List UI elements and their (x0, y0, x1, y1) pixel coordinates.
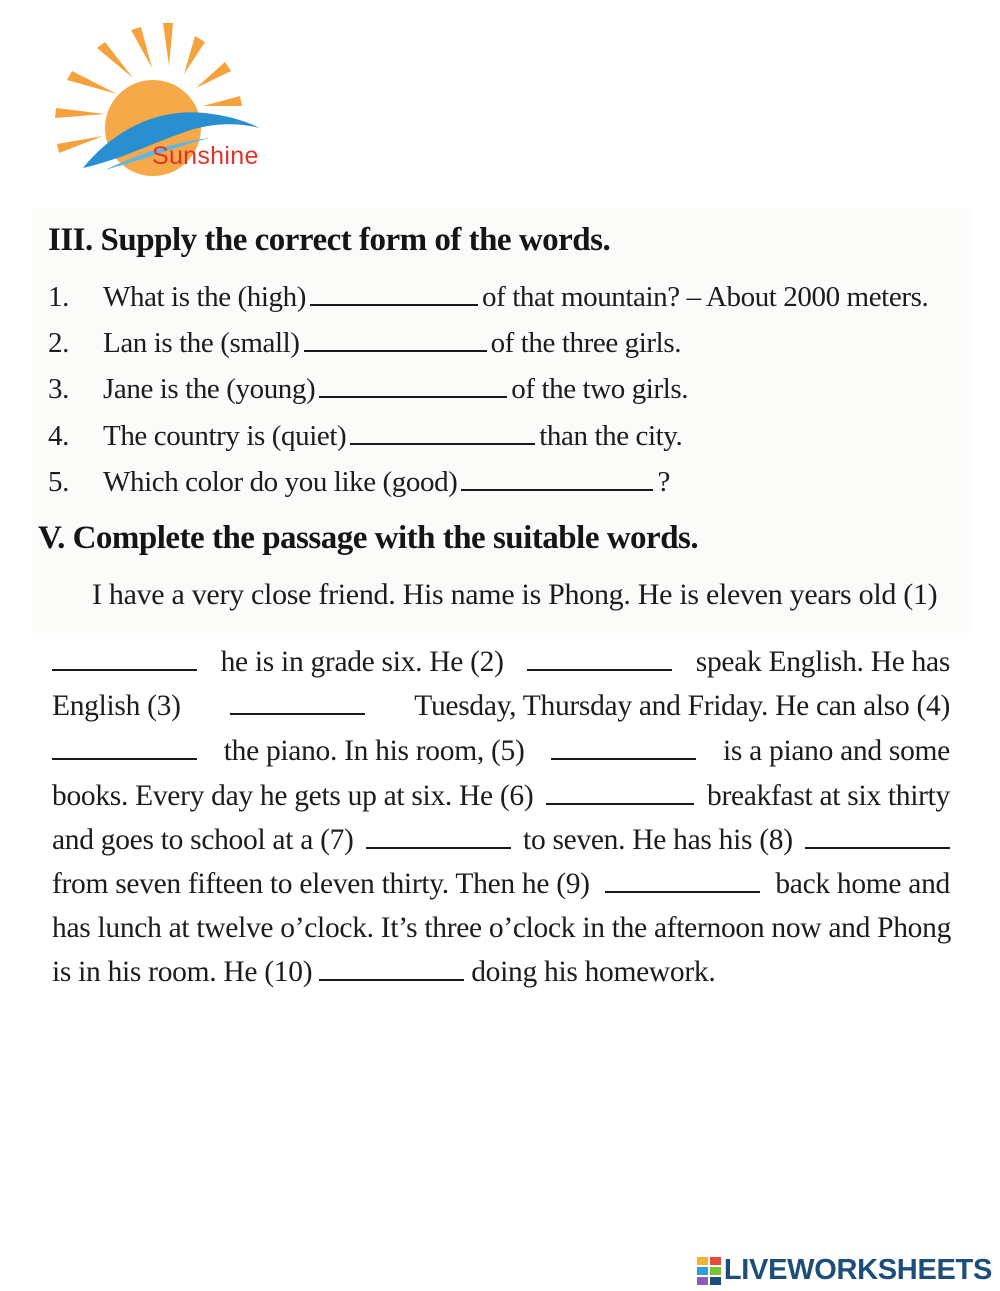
passage-line-2 (52, 646, 950, 679)
liveworksheets-brand (697, 1254, 992, 1287)
item-number: 5. (48, 466, 69, 498)
passage-line-7 (52, 868, 950, 901)
item-number: 4. (48, 420, 69, 452)
passage-text: is a piano and some (722, 735, 950, 767)
passage-text: to seven. He has his (8) (523, 824, 793, 856)
passage-text: back home and (775, 868, 950, 900)
passage-line-4 (52, 735, 950, 768)
brand-text: LIVEWORKSHEETS (723, 1254, 992, 1286)
item-prompt: The country is (quiet) (103, 420, 347, 452)
exercise-item-5 (48, 466, 670, 499)
passage-line-1: I have a very close friend. His name is Phong. He is eleven years old (1) (92, 578, 938, 611)
item-continuation: of the two girls. (511, 373, 689, 405)
item-continuation: ? (657, 466, 670, 498)
item-continuation: of the three girls. (490, 327, 682, 359)
passage-text: has lunch at twelve o’clock. It’s three o’clock in the afternoon now and Phong (52, 912, 952, 944)
passage-line-8 (52, 912, 950, 945)
answer-blank-7[interactable] (366, 827, 511, 849)
passage-text: the piano. In his room, (5) (223, 735, 525, 767)
passage-text: he is in grade six. He (2) (220, 646, 504, 678)
answer-blank[interactable] (310, 282, 478, 306)
passage-text: Tuesday, Thursday and Friday. He can also (4) (414, 690, 950, 722)
passage-text: speak English. He has (695, 646, 950, 678)
answer-blank-6[interactable] (546, 783, 694, 805)
answer-blank-4[interactable] (52, 738, 197, 760)
item-prompt: What is the (high) (103, 281, 306, 313)
section-5-heading: V. Complete the passage with the suitable words. (38, 520, 699, 556)
passage-text: English (3) (52, 690, 181, 722)
answer-blank-8[interactable] (805, 827, 950, 849)
item-number: 3. (48, 373, 69, 405)
item-continuation: than the city. (539, 420, 683, 452)
item-prompt: Lan is the (small) (103, 327, 300, 359)
passage-line-6 (52, 824, 950, 857)
exercise-item-1 (48, 281, 928, 314)
liveworksheets-icon (697, 1257, 721, 1285)
answer-blank-1[interactable] (52, 649, 197, 671)
passage-text: books. Every day he gets up at six. He (6) (52, 780, 534, 812)
answer-blank-3[interactable] (230, 693, 365, 715)
answer-blank[interactable] (350, 421, 535, 445)
item-number: 2. (48, 327, 69, 359)
answer-blank-2[interactable] (527, 649, 672, 671)
item-prompt: Jane is the (young) (103, 373, 316, 405)
answer-blank-9[interactable] (605, 871, 760, 893)
section-3-heading: III. Supply the correct form of the words. (48, 222, 611, 258)
passage-text: from seven fifteen to eleven thirty. Then he (9) (52, 868, 590, 900)
answer-blank-5[interactable] (551, 738, 696, 760)
passage-text: and goes to school at a (7) (52, 824, 354, 856)
passage-line-5 (52, 780, 950, 813)
item-number: 1. (48, 281, 69, 313)
item-continuation: of that mountain? – About 2000 meters. (482, 281, 929, 313)
exercise-item-2 (48, 327, 681, 360)
item-prompt: Which color do you like (good) (103, 466, 458, 498)
answer-blank-10[interactable] (319, 959, 464, 981)
passage-line-3 (52, 690, 950, 723)
passage-text: doing his homework. (471, 956, 716, 988)
exercise-item-3 (48, 373, 688, 406)
answer-blank[interactable] (319, 374, 507, 398)
passage-text: breakfast at six thirty (707, 780, 950, 812)
passage-line-9 (52, 956, 950, 989)
answer-blank[interactable] (304, 328, 487, 352)
exercise-item-4 (48, 420, 682, 453)
passage-text: is in his room. He (10) (52, 956, 313, 988)
logo-text: Sunshine (152, 142, 259, 170)
answer-blank[interactable] (461, 467, 653, 491)
